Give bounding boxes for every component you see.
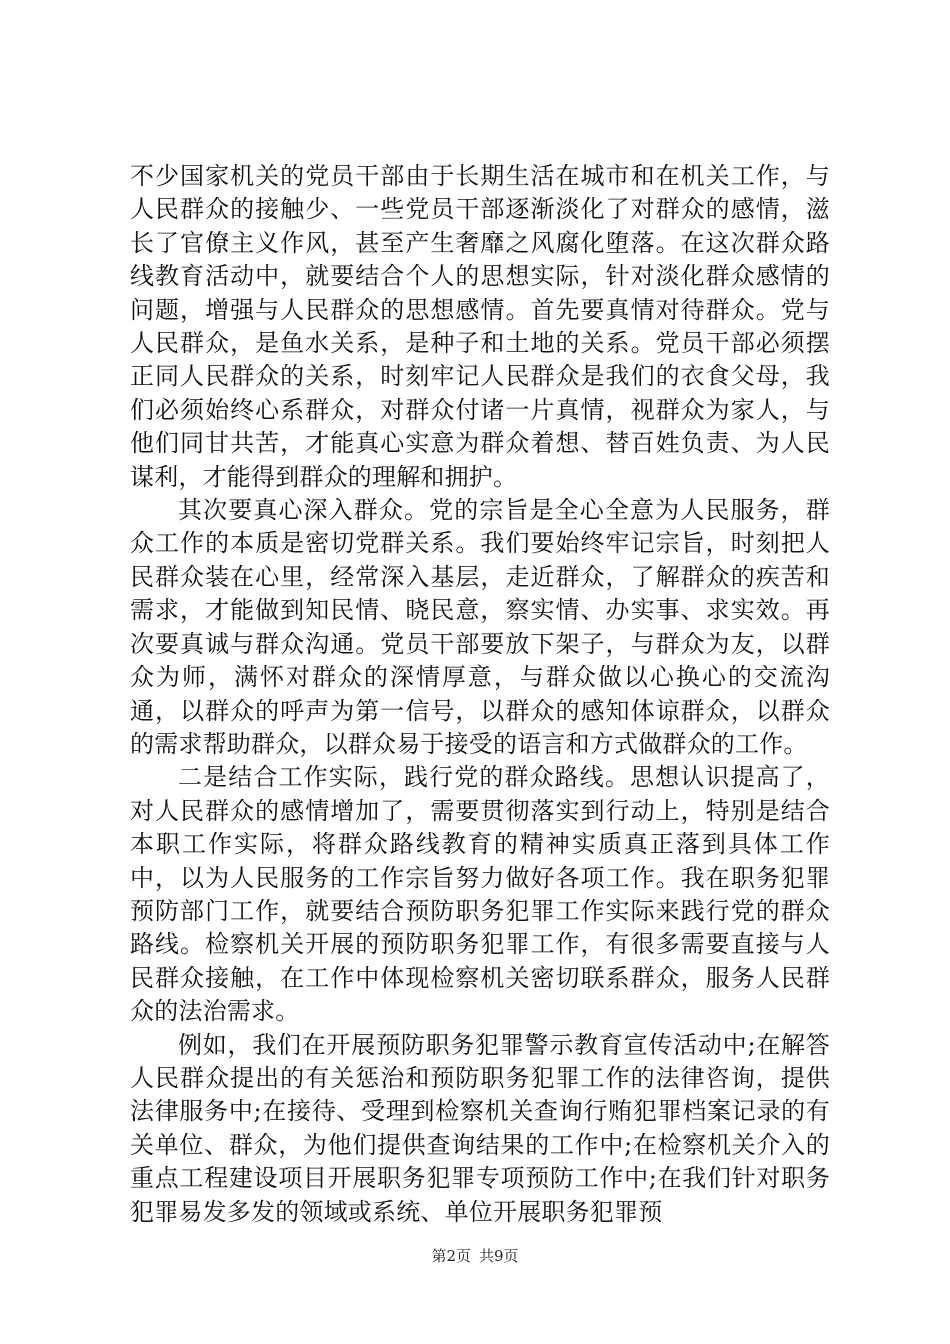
page-number-total: 共9页 [479, 1247, 519, 1265]
paragraph-4: 例如，我们在开展预防职务犯罪警示教育宣传活动中;在解答人民群众提出的有关惩治和预防职务犯罪工作的法律咨询，提供法律服务中;在接待、受理到检察机关查询行贿犯罪档案记录的有关单位、群众，为他们提供查询结果的工作中;在检察机关介入的重点工程建设项目开展职务犯罪专项预防工作中;在我们针对职务犯罪易发多发的领域或系统、单位开展职务犯罪预 [130, 1030, 830, 1226]
paragraph-3: 二是结合工作实际，践行党的群众路线。思想认识提高了，对人民群众的感情增加了，需要贯彻落实到行动上，特别是结合本职工作实际，将群众路线教育的精神实质真正落到具体工作中，以为人民服务的工作宗旨努力做好各项工作。我在职务犯罪预防部门工作，就要结合预防职务犯罪工作实际来践行党的群众路线。检察机关开展的预防职务犯罪工作，有很多需要直接与人民群众接触，在工作中体现检察机关密切联系群众，服务人民群众的法治需求。 [130, 763, 830, 1026]
page-number-current: 第2页 [431, 1247, 471, 1265]
document-body [130, 160, 830, 1229]
page-footer [0, 1246, 950, 1266]
paragraph-1: 不少国家机关的党员干部由于长期生活在城市和在机关工作，与人民群众的接触少、一些党员干部逐渐淡化了对群众的感情，滋长了官僚主义作风，甚至产生奢靡之风腐化堕落。在这次群众路线教育活动中，就要结合个人的思想实际，针对淡化群众感情的问题，增强与人民群众的思想感情。首先要真情对待群众。党与人民群众，是鱼水关系，是种子和土地的关系。党员干部必须摆正同人民群众的关系，时刻牢记人民群众是我们的衣食父母，我们必须始终心系群众，对群众付诸一片真情，视群众为家人，与他们同甘共苦，才能真心实意为群众着想、替百姓负责、为人民谋利，才能得到群众的理解和拥护。 [130, 162, 830, 491]
paragraph-2: 其次要真心深入群众。党的宗旨是全心全意为人民服务，群众工作的本质是密切党群关系。我们要始终牢记宗旨，时刻把人民群众装在心里，经常深入基层，走近群众，了解群众的疾苦和需求，才能做到知民情、晓民意，察实情、办实事、求实效。再次要真诚与群众沟通。党员干部要放下架子，与群众为友，以群众为师，满怀对群众的深情厚意，与群众做以心换心的交流沟通，以群众的呼声为第一信号，以群众的感知体谅群众，以群众的需求帮助群众，以群众易于接受的语言和方式做群众的工作。 [130, 496, 830, 758]
